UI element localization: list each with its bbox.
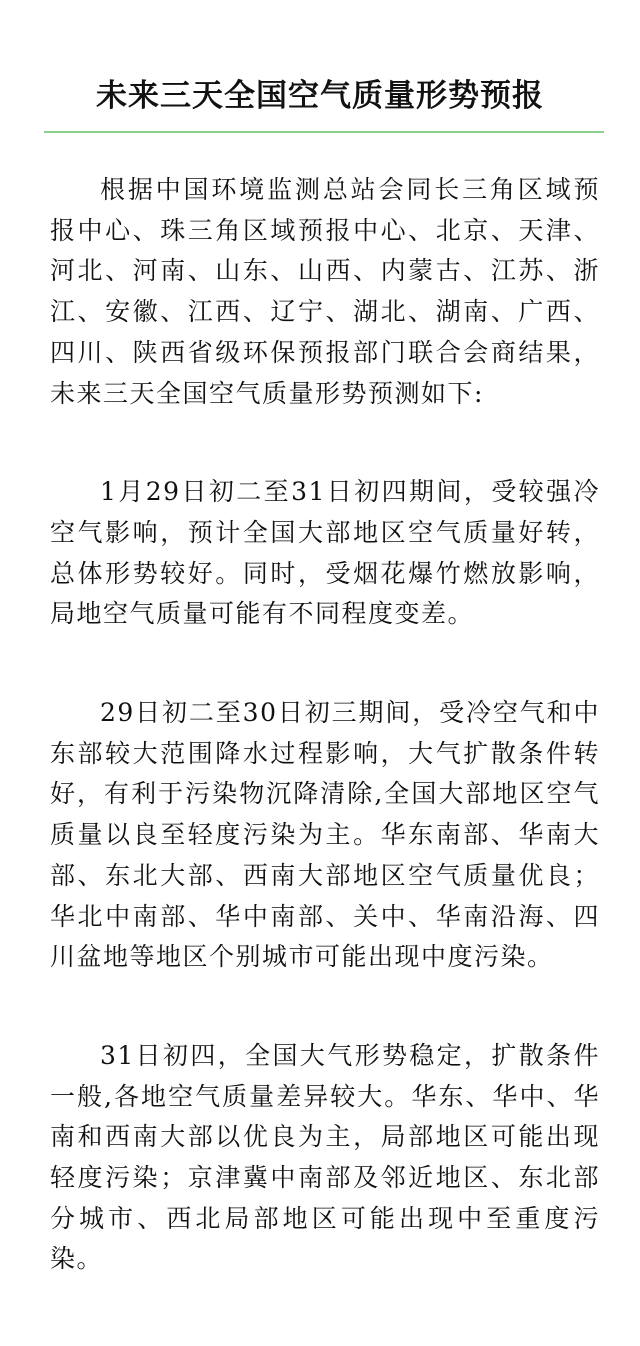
paragraph-31: 31日初四，全国大气形势稳定，扩散条件一般,各地空气质量差异较大。华东、华中、华南和西南大部以优良为主，局部地区可能出现轻度污染；京津冀中南部及邻近地区、东北部分城市、西北局部地区可能出现中至重度污染。 [50, 1040, 600, 1274]
article-title: 未来三天全国空气质量形势预报 [96, 77, 544, 114]
paragraph-29-30: 29日初二至30日初三期间，受冷空气和中东部较大范围降水过程影响，大气扩散条件转好，有利于污染物沉降清除,全国大部地区空气质量以良至轻度污染为主。华东南部、华南大部、东北大部、西南大部地区空气质量优良；华北中南部、华中南部、关中、华南沿海、四川盆地等地区个别城市可能出现中度污染。 [50, 698, 600, 972]
title-divider [44, 131, 604, 133]
paragraph-intro: 根据中国环境监测总站会同长三角区域预报中心、珠三角区域预报中心、北京、天津、河北、河南、山东、山西、内蒙古、江苏、浙江、安徽、江西、辽宁、湖北、湖南、广西、四川、陕西省级环保预报部门联合会商结果，未来三天全国空气质量形势预测如下: [50, 175, 600, 408]
article-body [50, 170, 600, 1338]
paragraph-overview: 1月29日初二至31日初四期间，受较强冷空气影响，预计全国大部地区空气质量好转，总体形势较好。同时，受烟花爆竹燃放影响，局地空气质量可能有不同程度变差。 [50, 477, 600, 629]
